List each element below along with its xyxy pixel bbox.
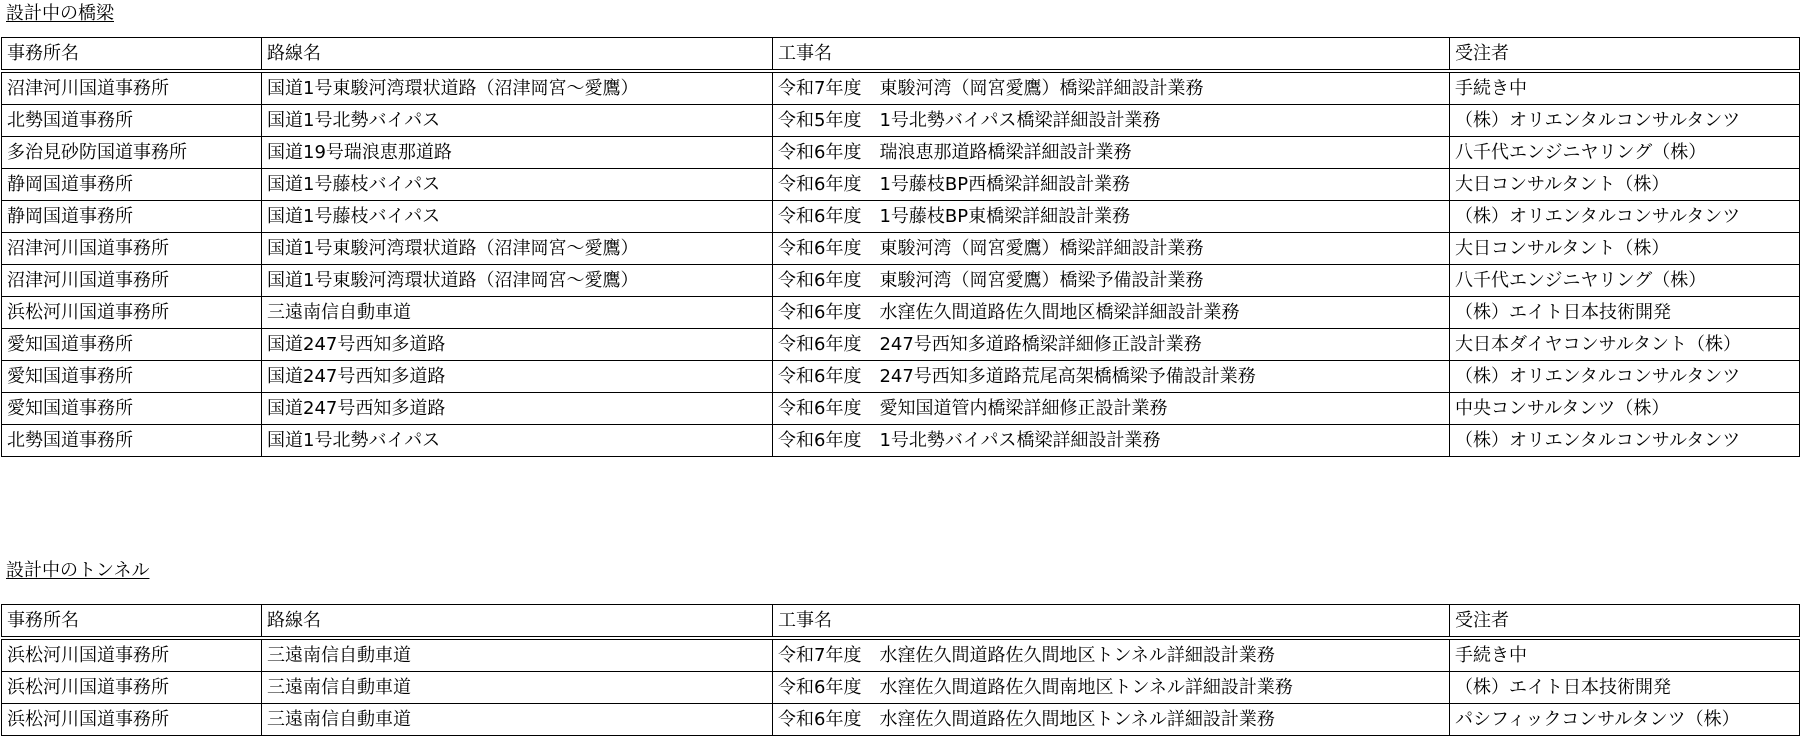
- header-office: 事務所名: [2, 605, 262, 639]
- cell-route: 国道1号藤枝バイパス: [262, 169, 773, 201]
- cell-project: 令和7年度 東駿河湾（岡宮愛鷹）橋梁詳細設計業務: [773, 71, 1450, 105]
- cell-project: 令和6年度 247号西知多道路橋梁詳細修正設計業務: [773, 329, 1450, 361]
- cell-contractor: パシフィックコンサルタンツ（株）: [1450, 704, 1800, 736]
- cell-project: 令和5年度 1号北勢バイパス橋梁詳細設計業務: [773, 105, 1450, 137]
- cell-contractor: （株）オリエンタルコンサルタンツ: [1450, 361, 1800, 393]
- cell-project: 令和6年度 愛知国道管内橋梁詳細修正設計業務: [773, 393, 1450, 425]
- cell-office: 浜松河川国道事務所: [2, 704, 262, 736]
- cell-contractor: （株）オリエンタルコンサルタンツ: [1450, 201, 1800, 233]
- cell-project: 令和6年度 東駿河湾（岡宮愛鷹）橋梁詳細設計業務: [773, 233, 1450, 265]
- cell-contractor: （株）エイト日本技術開発: [1450, 297, 1800, 329]
- header-route: 路線名: [262, 605, 773, 639]
- cell-route: 三遠南信自動車道: [262, 638, 773, 672]
- cell-project: 令和6年度 東駿河湾（岡宮愛鷹）橋梁予備設計業務: [773, 265, 1450, 297]
- cell-route: 三遠南信自動車道: [262, 672, 773, 704]
- cell-route: 国道1号東駿河湾環状道路（沼津岡宮～愛鷹）: [262, 233, 773, 265]
- bridges-table: [1, 37, 1800, 457]
- cell-office: 愛知国道事務所: [2, 361, 262, 393]
- table-header-row: [2, 38, 1800, 72]
- cell-route: 国道247号西知多道路: [262, 329, 773, 361]
- cell-contractor: （株）エイト日本技術開発: [1450, 672, 1800, 704]
- header-office: 事務所名: [2, 38, 262, 72]
- table-row: [2, 393, 1800, 425]
- cell-route: 国道1号北勢バイパス: [262, 425, 773, 457]
- table-header-row: [2, 605, 1800, 639]
- cell-contractor: （株）オリエンタルコンサルタンツ: [1450, 105, 1800, 137]
- cell-office: 北勢国道事務所: [2, 425, 262, 457]
- cell-route: 国道247号西知多道路: [262, 361, 773, 393]
- cell-project: 令和6年度 水窪佐久間道路佐久間地区橋梁詳細設計業務: [773, 297, 1450, 329]
- cell-project: 令和7年度 水窪佐久間道路佐久間地区トンネル詳細設計業務: [773, 638, 1450, 672]
- cell-route: 国道247号西知多道路: [262, 393, 773, 425]
- cell-route: 三遠南信自動車道: [262, 704, 773, 736]
- table-row: [2, 329, 1800, 361]
- header-contractor: 受注者: [1450, 38, 1800, 72]
- cell-project: 令和6年度 瑞浪恵那道路橋梁詳細設計業務: [773, 137, 1450, 169]
- cell-contractor: 手続き中: [1450, 638, 1800, 672]
- section-title-bridges: 設計中の橋梁: [6, 3, 114, 24]
- cell-office: 愛知国道事務所: [2, 393, 262, 425]
- cell-contractor: 手続き中: [1450, 71, 1800, 105]
- header-project: 工事名: [773, 38, 1450, 72]
- table-row: [2, 137, 1800, 169]
- cell-route: 国道1号東駿河湾環状道路（沼津岡宮～愛鷹）: [262, 265, 773, 297]
- cell-project: 令和6年度 水窪佐久間道路佐久間地区トンネル詳細設計業務: [773, 704, 1450, 736]
- header-contractor: 受注者: [1450, 605, 1800, 639]
- table-row: [2, 169, 1800, 201]
- table-row: [2, 105, 1800, 137]
- table-row: [2, 201, 1800, 233]
- table-row: [2, 361, 1800, 393]
- table-row: [2, 704, 1800, 736]
- table-row: [2, 672, 1800, 704]
- cell-office: 浜松河川国道事務所: [2, 672, 262, 704]
- cell-route: 三遠南信自動車道: [262, 297, 773, 329]
- table-row: [2, 233, 1800, 265]
- table-row: [2, 265, 1800, 297]
- cell-project: 令和6年度 247号西知多道路荒尾高架橋橋梁予備設計業務: [773, 361, 1450, 393]
- cell-contractor: 中央コンサルタンツ（株）: [1450, 393, 1800, 425]
- table-row: [2, 425, 1800, 457]
- cell-project: 令和6年度 水窪佐久間道路佐久間南地区トンネル詳細設計業務: [773, 672, 1450, 704]
- cell-contractor: 大日コンサルタント（株）: [1450, 169, 1800, 201]
- cell-project: 令和6年度 1号藤枝BP東橋梁詳細設計業務: [773, 201, 1450, 233]
- cell-office: 浜松河川国道事務所: [2, 297, 262, 329]
- header-project: 工事名: [773, 605, 1450, 639]
- cell-office: 多治見砂防国道事務所: [2, 137, 262, 169]
- cell-project: 令和6年度 1号北勢バイパス橋梁詳細設計業務: [773, 425, 1450, 457]
- cell-contractor: 八千代エンジニヤリング（株）: [1450, 137, 1800, 169]
- cell-route: 国道1号東駿河湾環状道路（沼津岡宮～愛鷹）: [262, 71, 773, 105]
- cell-project: 令和6年度 1号藤枝BP西橋梁詳細設計業務: [773, 169, 1450, 201]
- cell-office: 北勢国道事務所: [2, 105, 262, 137]
- cell-contractor: （株）オリエンタルコンサルタンツ: [1450, 425, 1800, 457]
- cell-contractor: 大日本ダイヤコンサルタント（株）: [1450, 329, 1800, 361]
- cell-office: 愛知国道事務所: [2, 329, 262, 361]
- cell-office: 沼津河川国道事務所: [2, 265, 262, 297]
- tunnels-table: [1, 604, 1800, 736]
- cell-office: 静岡国道事務所: [2, 201, 262, 233]
- section-title-tunnels: 設計中のトンネル: [6, 560, 150, 581]
- cell-route: 国道1号北勢バイパス: [262, 105, 773, 137]
- cell-route: 国道19号瑞浪恵那道路: [262, 137, 773, 169]
- cell-office: 沼津河川国道事務所: [2, 71, 262, 105]
- table-row: [2, 71, 1800, 105]
- cell-contractor: 八千代エンジニヤリング（株）: [1450, 265, 1800, 297]
- table-row: [2, 638, 1800, 672]
- table-row: [2, 297, 1800, 329]
- cell-route: 国道1号藤枝バイパス: [262, 201, 773, 233]
- header-route: 路線名: [262, 38, 773, 72]
- cell-office: 浜松河川国道事務所: [2, 638, 262, 672]
- cell-contractor: 大日コンサルタント（株）: [1450, 233, 1800, 265]
- cell-office: 沼津河川国道事務所: [2, 233, 262, 265]
- cell-office: 静岡国道事務所: [2, 169, 262, 201]
